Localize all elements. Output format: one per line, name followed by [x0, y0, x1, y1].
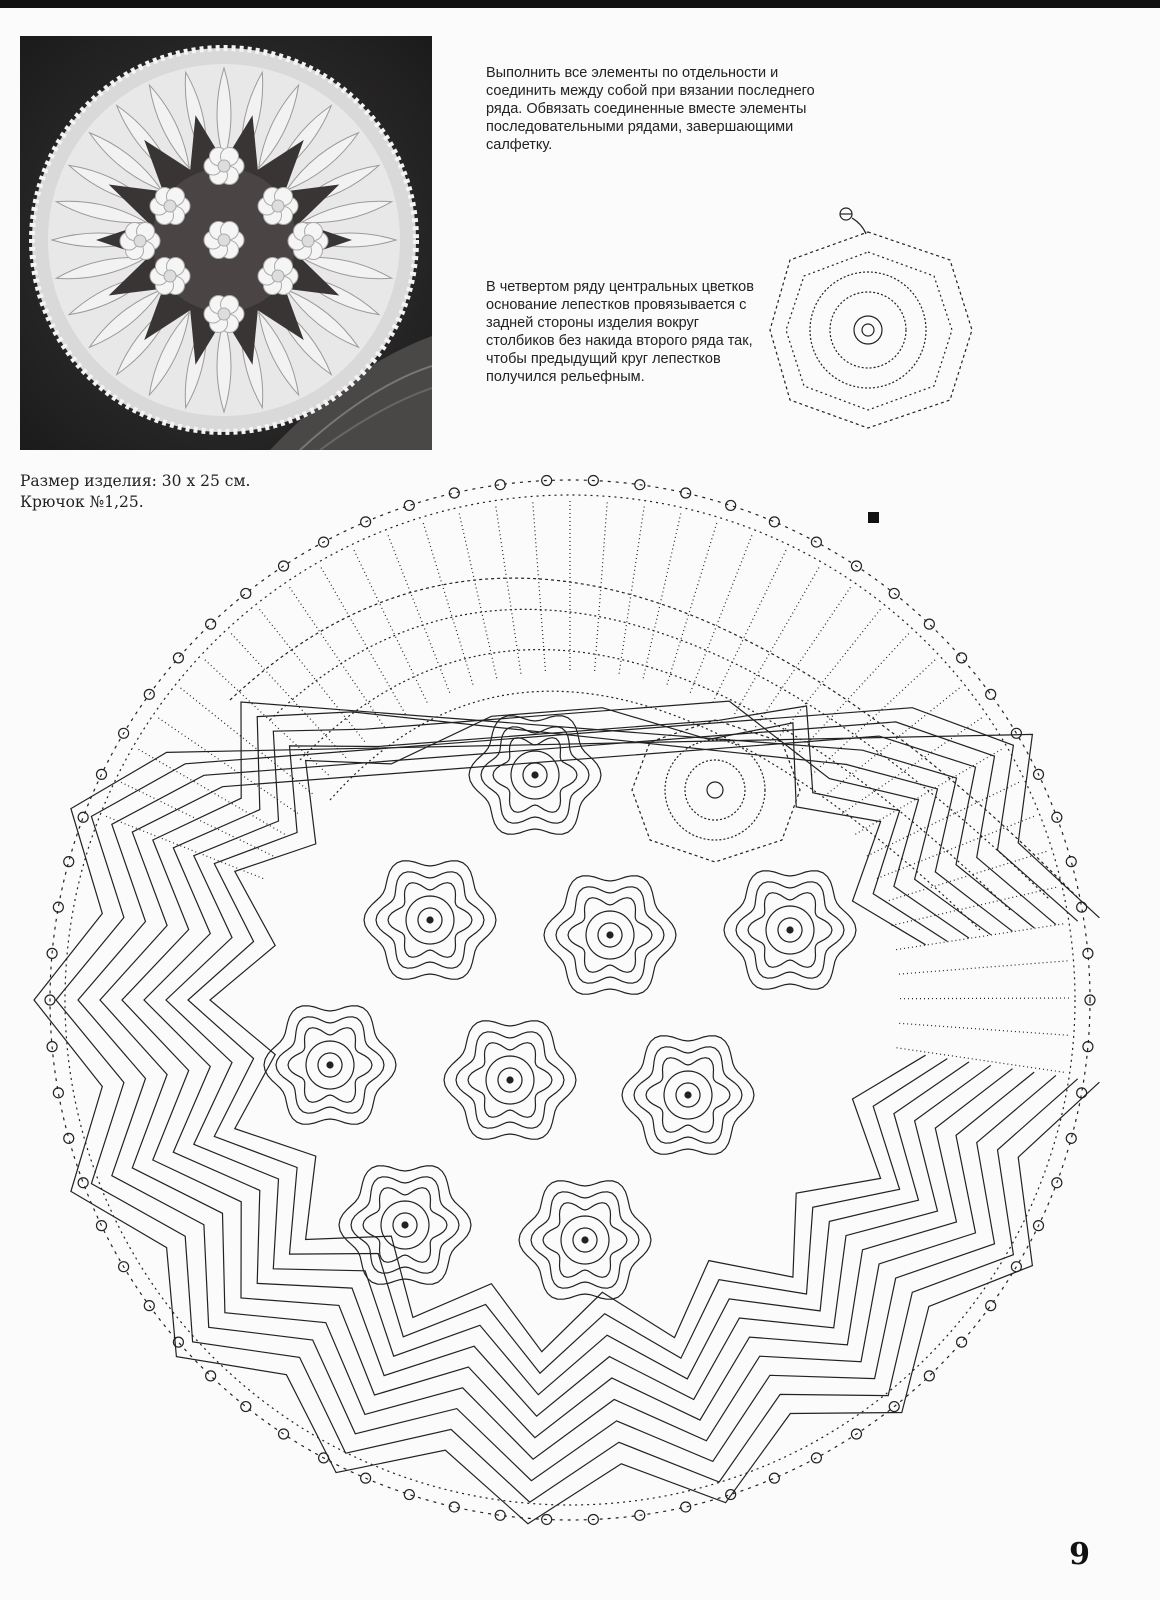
page-number: 9: [1069, 1537, 1090, 1572]
lace-fan-section: [105, 500, 1080, 1072]
flower-motifs: [264, 716, 856, 1299]
item-size: Размер изделия: 30 х 25 см.: [20, 472, 251, 490]
intro-instructions: Выполнить все элементы по отдельности и соединить между собой при вязании последнего ряда. Обвязать соединенные вместе элементы последовательными рядами, завершающими салфетку.: [486, 65, 815, 153]
hook-size: Крючок №1,25.: [20, 493, 144, 511]
petal-note: В четвертом ряду центральных цветков основание лепестков провязывается с задней стороны изделия вокруг столбиков без накида второго ряда так, чтобы предыдущий круг лепестков получился рельефным.: [486, 279, 754, 385]
zigzag-rounds: [34, 701, 1099, 1524]
start-marker: [868, 512, 879, 523]
outer-picot-border: [50, 480, 1090, 1520]
motif-diagram: [770, 208, 972, 428]
